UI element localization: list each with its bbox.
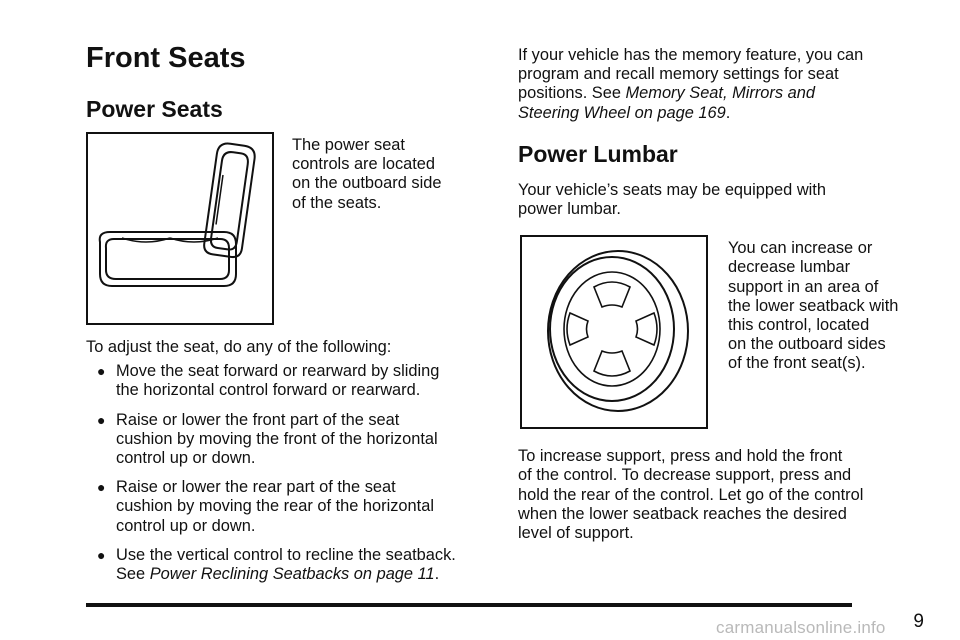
- caption-line: decrease lumbar: [728, 258, 851, 277]
- bullet-item: [86, 478, 498, 536]
- caption-line: The power seat: [292, 136, 405, 154]
- see-suffix: .: [434, 565, 440, 584]
- lumbar-body-line: To increase support, press and hold the front: [518, 447, 843, 466]
- page-number: 9: [913, 611, 924, 632]
- right-column: [518, 46, 918, 543]
- memory-line: [518, 104, 918, 123]
- lumbar-body-line: level of support.: [518, 524, 634, 543]
- caption-line: You can increase or: [728, 239, 873, 258]
- footer-rule: [86, 603, 852, 607]
- memory-note: [518, 46, 918, 123]
- bullet-line: cushion by moving the front of the horizontal: [116, 429, 438, 448]
- lumbar-control-illustration: [522, 237, 706, 427]
- power-reclining-seatbacks-link[interactable]: Power Reclining Seatbacks on page 11: [149, 565, 435, 584]
- memory-see-prefix: positions. See: [518, 84, 626, 103]
- see-prefix: See: [116, 565, 150, 584]
- bullet-line: the horizontal control forward or rearward.: [116, 381, 421, 400]
- caption-line: on the outboard sides: [728, 335, 886, 354]
- bullet-line: Raise or lower the front part of the seat: [116, 410, 400, 429]
- caption-line: support in an area of: [728, 277, 879, 296]
- left-column: [86, 40, 498, 584]
- memory-line: If your vehicle has the memory feature, you can: [518, 46, 864, 64]
- lumbar-intro-line: power lumbar.: [518, 200, 621, 219]
- memory-seat-link-part1[interactable]: Memory Seat, Mirrors and: [625, 84, 815, 103]
- memory-line: [518, 84, 918, 103]
- lumbar-control-figure: [520, 235, 708, 429]
- bullet-icon: ●: [97, 363, 106, 380]
- bullet-item: [86, 362, 498, 400]
- bullet-line: Move the seat forward or rearward by sliding: [116, 362, 440, 381]
- power-seat-controls-figure: [86, 132, 274, 325]
- bullet-line: [116, 565, 498, 584]
- power-lumbar-heading: Power Lumbar: [518, 140, 678, 167]
- bullet-item: [86, 411, 498, 469]
- lumbar-figure-row: [518, 231, 918, 435]
- caption-line: of the seats.: [292, 193, 382, 212]
- caption-line: the lower seatback with: [728, 296, 899, 315]
- caption-line: this control, located: [728, 316, 870, 335]
- lumbar-intro-line: Your vehicle’s seats may be equipped with: [518, 180, 826, 199]
- bullet-line: control up or down.: [116, 516, 256, 535]
- watermark: carmanualsonline.info: [716, 618, 886, 637]
- memory-line: program and recall memory settings for seat: [518, 65, 839, 84]
- lumbar-body-line: of the control. To decrease support, press and: [518, 466, 852, 485]
- memory-suffix: .: [725, 103, 731, 122]
- power-seats-heading: Power Seats: [86, 96, 223, 122]
- bullet-icon: ●: [97, 546, 106, 563]
- adjust-intro: To adjust the seat, do any of the following:: [86, 338, 392, 356]
- power-seats-figure-row: [86, 128, 498, 328]
- page-title: Front Seats: [86, 42, 246, 74]
- memory-seat-link-part2[interactable]: Steering Wheel on page 169: [518, 103, 726, 122]
- lumbar-intro: [518, 181, 918, 219]
- bullet-line: cushion by moving the rear of the horizontal: [116, 497, 434, 516]
- bullet-icon: ●: [97, 479, 106, 496]
- caption-line: controls are located: [292, 155, 436, 174]
- power-seats-figure-caption: [292, 136, 441, 213]
- lumbar-body-line: hold the rear of the control. Let go of the control: [518, 485, 864, 504]
- lumbar-body: [518, 447, 918, 543]
- caption-line: of the front seat(s).: [728, 354, 866, 373]
- caption-line: on the outboard side: [292, 174, 442, 193]
- bullet-icon: ●: [97, 411, 106, 428]
- bullet-item: [86, 546, 498, 584]
- bullet-line: control up or down.: [116, 449, 256, 468]
- power-seat-controls-illustration: [88, 134, 272, 323]
- bullet-line: Raise or lower the rear part of the seat: [116, 478, 396, 497]
- bullet-line: Use the vertical control to recline the seatback.: [116, 545, 456, 564]
- adjust-bullet-list: [86, 362, 498, 584]
- lumbar-body-line: when the lower seatback reaches the desired: [518, 504, 847, 523]
- lumbar-figure-caption: [728, 239, 898, 373]
